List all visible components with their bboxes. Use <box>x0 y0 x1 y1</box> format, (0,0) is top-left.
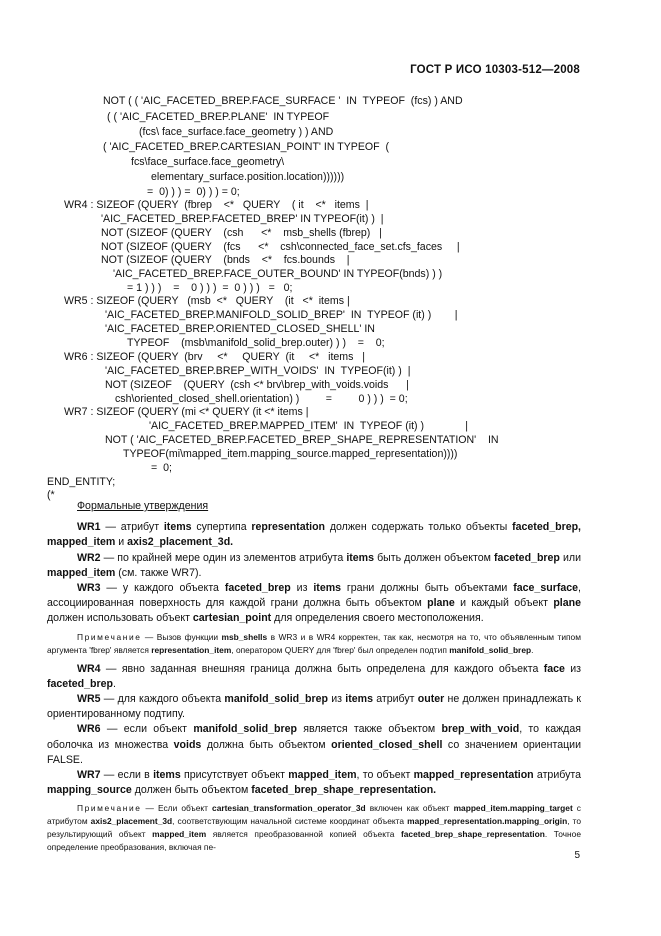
rule-wr7: WR7 — если в items присутствует объект mapped_item, то объект mapped_representation атрибута mapping_source должен быть объектом faceted_brep_shape_representation. <box>47 769 581 797</box>
rule-wr1: WR1 — атрибут items супертипа representation должен содержать только объекты faceted_brep, mapped_item и axis2_placement_3d. <box>47 521 581 549</box>
rule-id: WR5 <box>77 693 101 706</box>
rule-wr4: WR4 — явно заданная внешняя граница должна быть определена для каждого объекта face из faceted_brep. <box>47 662 582 690</box>
rule-wr6: WR6 — если объект manifold_solid_brep является также объектом brep_with_void, то каждая оболочка из множества voids должна быть объектом oriented_closed_shell со значением ориентации FALSE. <box>47 723 581 766</box>
code-line: = 0; <box>151 462 172 474</box>
code-line: WR5 : SIZEOF (QUERY (msb <* QUERY (it <* items | <box>64 295 350 307</box>
code-line: NOT ( 'AIC_FACETED_BREP.FACETED_BREP_SHAPE_REPRESENTATION' IN <box>105 434 499 446</box>
rule-id: WR7 <box>77 769 101 782</box>
note-label: Примечание <box>77 631 142 642</box>
rule-wr3: WR3 — у каждого объекта faceted_brep из items грани должны быть объектами face_surface, ассоциированная поверхность для каждой грани должна быть объектом plane и каждый объект plane должен использовать объект cartesian_point для определения своего местоположения. <box>47 582 581 625</box>
rule-wr5: WR5 — для каждого объекта manifold_solid_brep из items атрибут outer не должен принадлежать к ориентированному подтипу. <box>47 693 581 721</box>
code-line: WR7 : SIZEOF (QUERY (mi <* QUERY (it <* items | <box>64 406 309 418</box>
code-line: csh\oriented_closed_shell.orientation) ) = 0 ) ) ) = 0; <box>115 393 408 405</box>
rule-id: WR6 <box>77 723 101 736</box>
code-line: NOT (SIZEOF (QUERY (csh <* brv\brep_with_voids.voids | <box>105 379 409 391</box>
rule-id: WR3 <box>77 582 101 595</box>
rule-id: WR1 <box>77 521 101 534</box>
code-line: ( 'AIC_FACETED_BREP.CARTESIAN_POINT' IN TYPEOF ( <box>103 141 390 153</box>
code-line: NOT ( ( 'AIC_FACETED_BREP.FACE_SURFACE ' IN TYPEOF (fcs) ) AND <box>103 95 463 107</box>
code-line: fcs\face_surface.face_geometry\ <box>131 156 285 168</box>
code-line: 'AIC_FACETED_BREP.MANIFOLD_SOLID_BREP' IN TYPEOF (it) ) | <box>105 309 458 321</box>
code-line: WR6 : SIZEOF (QUERY (brv <* QUERY (it <* items | <box>64 351 366 363</box>
section-title: Формальные утверждения <box>77 500 209 512</box>
code-line: = 1 ) ) ) = 0 ) ) ) = 0 ) ) ) = 0; <box>127 282 293 294</box>
code-line: END_ENTITY; <box>47 476 116 488</box>
code-line: (fcs\ face_surface.face_geometry ) ) AND <box>139 126 334 138</box>
code-line: = 0) ) ) = 0) ) ) = 0; <box>147 186 240 198</box>
rule-id: WR4 <box>77 662 101 675</box>
code-line: (* <box>47 489 55 501</box>
code-line: NOT (SIZEOF (QUERY (bnds <* fcs.bounds | <box>101 254 350 266</box>
page-number: 5 <box>574 850 580 861</box>
standard-header: ГОСТ Р ИСО 10303-512—2008 <box>410 64 580 76</box>
code-line: 'AIC_FACETED_BREP.ORIENTED_CLOSED_SHELL' IN <box>105 323 375 335</box>
rule-wr2: WR2 — по крайней мере один из элементов атрибута items быть должен объектом faceted_brep или mapped_item (см. также WR7). <box>47 551 581 579</box>
code-line: ( ( 'AIC_FACETED_BREP.PLANE' IN TYPEOF <box>107 111 330 123</box>
note-msb-shells: Примечание — Вызов функции msb_shells в WR3 и в WR4 корректен, так как, несмотря на то, что объявленным типом аргумента 'fbrep' является representation_item, оператором QUERY для 'fbrep' был определен подтип manifold_solid_brep. <box>47 631 581 655</box>
code-line: TYPEOF (msb\manifold_solid_brep.outer) ) ) = 0; <box>127 337 385 349</box>
note-label: Примечание <box>77 803 142 814</box>
code-line: WR4 : SIZEOF (QUERY (fbrep <* QUERY ( it <* items | <box>64 199 369 211</box>
code-line: 'AIC_FACETED_BREP.FACE_OUTER_BOUND' IN TYPEOF(bnds) ) ) <box>113 268 443 280</box>
formal-propositions <box>47 499 581 859</box>
note-transformation: Примечание — Если объект cartesian_transformation_operator_3d включен как объект mapped_item.mapping_target с атрибутом axis2_placement_3d, соответствующим начальной системе координат объекта mapped_representation.mapping_origin, то результирующий объект mapped_item является преобразованной копией объекта faceted_brep_shape_representation. Точное определение преобразования, включая пе- <box>47 803 582 853</box>
code-line: 'AIC_FACETED_BREP.BREP_WITH_VOIDS' IN TYPEOF(it) ) | <box>105 365 411 377</box>
code-line: NOT (SIZEOF (QUERY (csh <* msb_shells (fbrep) | <box>101 227 382 239</box>
code-line: elementary_surface.position.location)))))) <box>151 171 345 183</box>
code-line: NOT (SIZEOF (QUERY (fcs <* csh\connected_face_set.cfs_faces | <box>101 241 460 253</box>
code-line: 'AIC_FACETED_BREP.MAPPED_ITEM' IN TYPEOF (it) ) | <box>149 420 468 432</box>
rule-id: WR2 <box>77 551 101 564</box>
code-line: 'AIC_FACETED_BREP.FACETED_BREP' IN TYPEOF(it) ) | <box>101 213 384 225</box>
code-line: TYPEOF(mi\mapped_item.mapping_source.mapped_representation)))) <box>123 448 458 460</box>
